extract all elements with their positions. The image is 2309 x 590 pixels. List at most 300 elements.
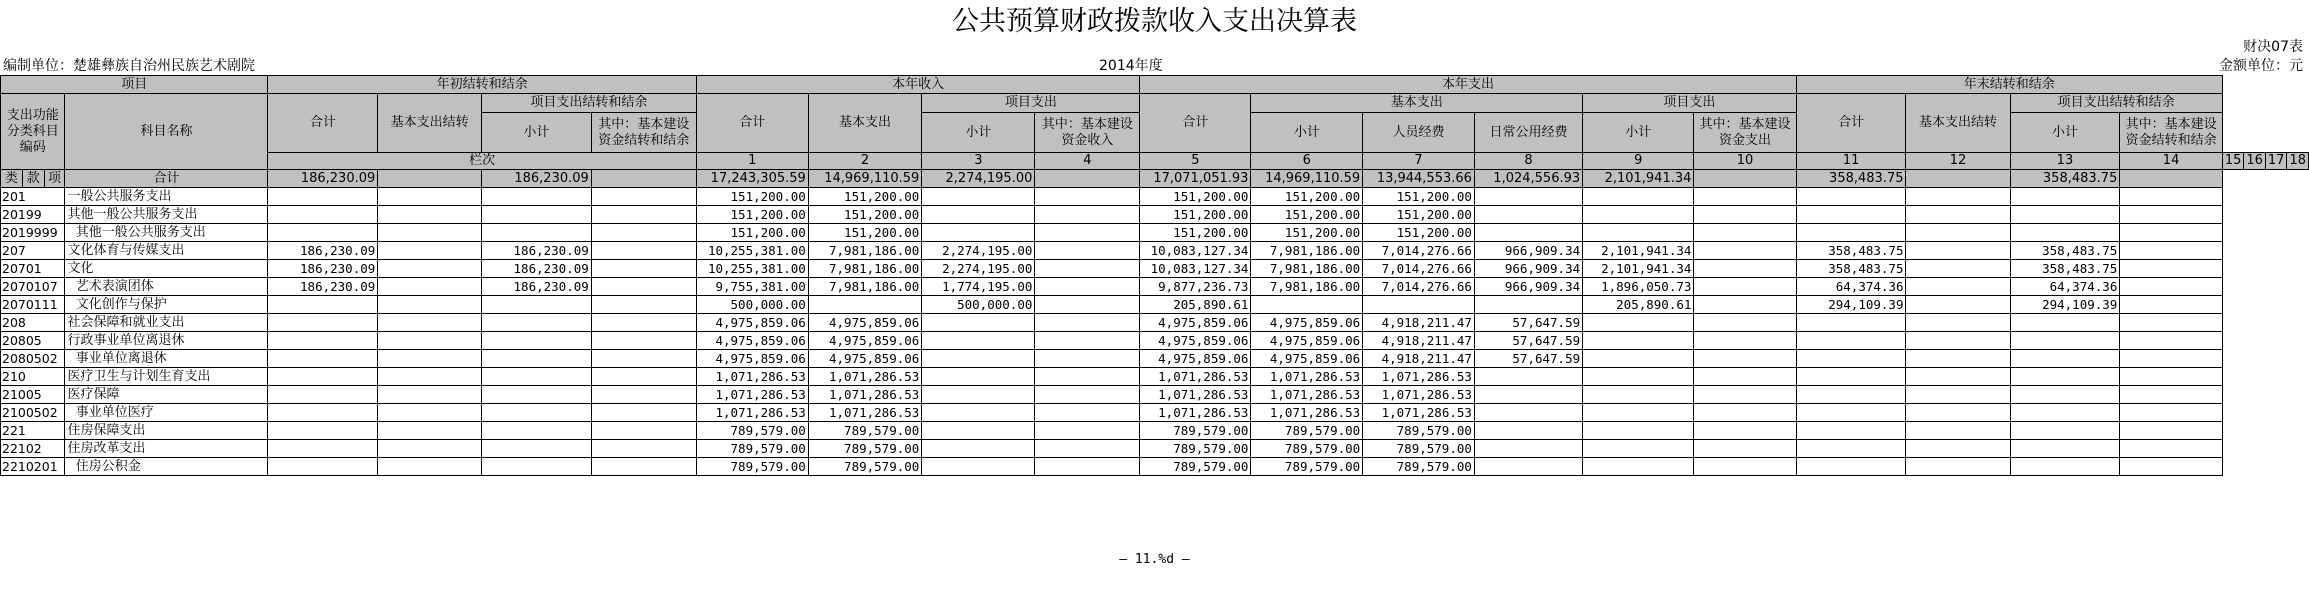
row-name: 艺术表演团体 xyxy=(65,278,268,296)
row-value-cell xyxy=(1583,314,1694,332)
row-value-cell xyxy=(1035,242,1140,260)
row-value-cell xyxy=(268,458,378,476)
row-value-cell xyxy=(1796,188,1906,206)
row-value-cell xyxy=(1796,350,1906,368)
header-lanci: 栏次 xyxy=(268,153,696,170)
row-value-cell xyxy=(1474,404,1582,422)
row-value-cell: 4,918,211.47 xyxy=(1363,332,1475,350)
total-cell xyxy=(2120,170,2222,188)
row-value-cell: 1,071,286.53 xyxy=(808,368,922,386)
row-value-cell xyxy=(1035,260,1140,278)
row-value-cell: 789,579.00 xyxy=(1363,458,1475,476)
row-value-cell xyxy=(2010,458,2120,476)
row-value-cell: 1,071,286.53 xyxy=(1140,386,1251,404)
row-code: 2070111 xyxy=(1,296,65,314)
row-code: 20805 xyxy=(1,332,65,350)
total-cell: 13,944,553.66 xyxy=(1363,170,1475,188)
row-value-cell xyxy=(1906,206,2010,224)
row-value-cell xyxy=(268,386,378,404)
row-value-cell xyxy=(1694,440,1796,458)
row-value-cell: 7,014,276.66 xyxy=(1363,278,1475,296)
row-value-cell xyxy=(1906,386,2010,404)
row-value-cell xyxy=(2120,260,2222,278)
row-value-cell xyxy=(378,206,482,224)
row-code: 210 xyxy=(1,368,65,386)
row-value-cell xyxy=(1474,224,1582,242)
col-number: 6 xyxy=(1251,153,1363,170)
row-value-cell xyxy=(922,314,1035,332)
row-value-cell: 186,230.09 xyxy=(268,278,378,296)
header-expend-total: 合计 xyxy=(1140,94,1251,153)
row-value-cell xyxy=(591,296,696,314)
row-value-cell xyxy=(2120,278,2222,296)
row-value-cell: 789,579.00 xyxy=(1140,458,1251,476)
row-value-cell xyxy=(1035,386,1140,404)
total-label: 合计 xyxy=(65,170,268,188)
row-name: 文化体育与传媒支出 xyxy=(65,242,268,260)
row-value-cell xyxy=(1694,278,1796,296)
row-value-cell xyxy=(482,332,592,350)
row-value-cell xyxy=(1035,350,1140,368)
row-value-cell xyxy=(1906,368,2010,386)
form-number: 财决07表 xyxy=(2243,39,2303,55)
row-value-cell: 4,975,859.06 xyxy=(1251,350,1363,368)
row-value-cell xyxy=(378,350,482,368)
row-value-cell xyxy=(591,350,696,368)
row-value-cell xyxy=(1251,296,1363,314)
row-value-cell xyxy=(482,404,592,422)
col-number: 18 xyxy=(2287,153,2309,170)
row-value-cell xyxy=(1035,314,1140,332)
page-footer: — 11.%d — xyxy=(1119,552,1190,567)
row-code: 20701 xyxy=(1,260,65,278)
row-value-cell xyxy=(482,440,592,458)
row-name: 事业单位离退休 xyxy=(65,350,268,368)
row-value-cell xyxy=(378,422,482,440)
row-value-cell xyxy=(1694,260,1796,278)
header-income-total: 合计 xyxy=(696,94,808,153)
table-row xyxy=(1,188,2309,206)
row-value-cell xyxy=(1694,386,1796,404)
header-begin-proj-carry: 项目支出结转和结余 xyxy=(482,94,697,113)
row-value-cell xyxy=(1694,188,1796,206)
row-value-cell: 186,230.09 xyxy=(268,242,378,260)
row-value-cell xyxy=(1035,458,1140,476)
header-kuan: 款 xyxy=(22,170,44,188)
row-value-cell: 1,071,286.53 xyxy=(1251,386,1363,404)
row-value-cell xyxy=(268,368,378,386)
row-value-cell: 57,647.59 xyxy=(1474,314,1582,332)
row-code: 2080502 xyxy=(1,350,65,368)
col-number: 7 xyxy=(1363,153,1475,170)
row-value-cell: 151,200.00 xyxy=(696,224,808,242)
row-value-cell xyxy=(1583,350,1694,368)
row-value-cell xyxy=(2120,242,2222,260)
row-name: 住房保障支出 xyxy=(65,422,268,440)
row-value-cell: 7,014,276.66 xyxy=(1363,242,1475,260)
row-value-cell xyxy=(2010,350,2120,368)
row-value-cell: 1,071,286.53 xyxy=(1140,404,1251,422)
row-value-cell xyxy=(1906,422,2010,440)
row-value-cell xyxy=(591,404,696,422)
col-number: 1 xyxy=(696,153,808,170)
table-row xyxy=(1,368,2309,386)
row-value-cell: 9,755,381.00 xyxy=(696,278,808,296)
row-value-cell: 789,579.00 xyxy=(696,458,808,476)
col-number: 3 xyxy=(922,153,1035,170)
row-value-cell: 151,200.00 xyxy=(808,206,922,224)
row-name: 文化创作与保护 xyxy=(65,296,268,314)
row-value-cell: 151,200.00 xyxy=(808,224,922,242)
row-value-cell xyxy=(1474,458,1582,476)
header-xiang: 项 xyxy=(44,170,65,188)
col-number: 2 xyxy=(808,153,922,170)
row-value-cell: 2,274,195.00 xyxy=(922,260,1035,278)
row-value-cell: 1,071,286.53 xyxy=(1363,404,1475,422)
row-value-cell: 1,071,286.53 xyxy=(808,404,922,422)
row-value-cell: 151,200.00 xyxy=(1363,206,1475,224)
row-value-cell xyxy=(2010,386,2120,404)
header-expend-basic: 基本支出 xyxy=(1251,94,1583,113)
row-code: 2210201 xyxy=(1,458,65,476)
row-value-cell xyxy=(1694,224,1796,242)
row-value-cell: 10,083,127.34 xyxy=(1140,242,1251,260)
row-name: 事业单位医疗 xyxy=(65,404,268,422)
header-expend-group: 本年支出 xyxy=(1140,76,1796,94)
row-value-cell: 294,109.39 xyxy=(2010,296,2120,314)
row-value-cell: 1,071,286.53 xyxy=(1363,368,1475,386)
row-value-cell: 151,200.00 xyxy=(696,206,808,224)
row-value-cell: 789,579.00 xyxy=(808,422,922,440)
row-value-cell xyxy=(378,260,482,278)
row-value-cell: 358,483.75 xyxy=(2010,260,2120,278)
row-value-cell: 789,579.00 xyxy=(1363,422,1475,440)
row-name: 医疗卫生与计划生育支出 xyxy=(65,368,268,386)
row-name: 其他一般公共服务支出 xyxy=(65,224,268,242)
row-value-cell xyxy=(1035,332,1140,350)
col-number: 8 xyxy=(1474,153,1582,170)
total-cell: 14,969,110.59 xyxy=(808,170,922,188)
total-cell xyxy=(1035,170,1140,188)
table-body xyxy=(1,188,2309,476)
row-value-cell xyxy=(2010,332,2120,350)
header-item: 项目 xyxy=(1,76,268,94)
total-cell: 17,071,051.93 xyxy=(1140,170,1251,188)
header-capital-carry: 其中：基本建设资金结转和结余 xyxy=(591,113,696,153)
row-value-cell xyxy=(922,350,1035,368)
row-value-cell xyxy=(2120,404,2222,422)
row-value-cell xyxy=(1694,368,1796,386)
report-title: 公共预算财政拨款收入支出决算表 xyxy=(952,6,1357,37)
table-row xyxy=(1,422,2309,440)
row-value-cell: 2,101,941.34 xyxy=(1583,242,1694,260)
header-income-proj: 项目支出 xyxy=(922,94,1140,113)
header-end-total: 合计 xyxy=(1796,94,1906,153)
row-value-cell: 151,200.00 xyxy=(1140,188,1251,206)
row-value-cell xyxy=(2010,224,2120,242)
row-value-cell xyxy=(591,368,696,386)
row-value-cell xyxy=(922,422,1035,440)
row-value-cell xyxy=(1796,224,1906,242)
col-number: 15 xyxy=(2222,153,2244,170)
header-subtotal: 小计 xyxy=(482,113,592,153)
row-value-cell: 4,918,211.47 xyxy=(1363,314,1475,332)
row-value-cell xyxy=(268,440,378,458)
row-value-cell: 7,981,186.00 xyxy=(1251,278,1363,296)
row-value-cell xyxy=(378,224,482,242)
table-row xyxy=(1,278,2309,296)
row-value-cell xyxy=(1583,404,1694,422)
row-value-cell xyxy=(1474,422,1582,440)
row-value-cell xyxy=(482,314,592,332)
row-value-cell xyxy=(482,386,592,404)
row-value-cell xyxy=(1796,368,1906,386)
row-value-cell xyxy=(482,296,592,314)
row-value-cell xyxy=(2010,368,2120,386)
row-value-cell: 7,014,276.66 xyxy=(1363,260,1475,278)
table-row xyxy=(1,404,2309,422)
row-value-cell xyxy=(482,206,592,224)
row-value-cell xyxy=(1906,188,2010,206)
row-value-cell: 966,909.34 xyxy=(1474,242,1582,260)
row-name: 一般公共服务支出 xyxy=(65,188,268,206)
row-value-cell xyxy=(922,440,1035,458)
row-value-cell xyxy=(922,206,1035,224)
row-value-cell xyxy=(1035,296,1140,314)
row-value-cell: 1,071,286.53 xyxy=(696,386,808,404)
row-value-cell: 358,483.75 xyxy=(1796,260,1906,278)
row-value-cell: 1,071,286.53 xyxy=(1251,404,1363,422)
row-value-cell: 151,200.00 xyxy=(808,188,922,206)
row-value-cell xyxy=(922,458,1035,476)
row-value-cell: 57,647.59 xyxy=(1474,350,1582,368)
row-value-cell: 7,981,186.00 xyxy=(1251,260,1363,278)
row-value-cell xyxy=(922,404,1035,422)
row-value-cell: 186,230.09 xyxy=(268,260,378,278)
row-value-cell: 1,071,286.53 xyxy=(696,404,808,422)
row-value-cell: 151,200.00 xyxy=(1140,224,1251,242)
row-value-cell xyxy=(482,368,592,386)
col-number: 17 xyxy=(2265,153,2287,170)
row-value-cell xyxy=(922,332,1035,350)
currency-unit: 金额单位：元 xyxy=(2219,58,2303,74)
row-code: 22102 xyxy=(1,440,65,458)
row-value-cell: 10,083,127.34 xyxy=(1140,260,1251,278)
row-value-cell xyxy=(1906,224,2010,242)
total-cell: 2,274,195.00 xyxy=(922,170,1035,188)
row-value-cell: 7,981,186.00 xyxy=(808,278,922,296)
total-cell: 358,483.75 xyxy=(1796,170,1906,188)
header-begin-basic-carry: 基本支出结转 xyxy=(378,94,482,153)
header-subtotal: 小计 xyxy=(922,113,1035,153)
row-name: 住房公积金 xyxy=(65,458,268,476)
row-value-cell: 1,071,286.53 xyxy=(1140,368,1251,386)
row-value-cell xyxy=(1035,278,1140,296)
table-row xyxy=(1,350,2309,368)
row-value-cell: 151,200.00 xyxy=(1140,206,1251,224)
row-code: 20199 xyxy=(1,206,65,224)
row-code: 2070107 xyxy=(1,278,65,296)
row-value-cell xyxy=(1694,296,1796,314)
row-code: 207 xyxy=(1,242,65,260)
header-income-group: 本年收入 xyxy=(696,76,1140,94)
table-row xyxy=(1,296,2309,314)
row-value-cell: 9,877,236.73 xyxy=(1140,278,1251,296)
header-capital-exp: 其中：基本建设资金支出 xyxy=(1694,113,1796,153)
row-value-cell xyxy=(591,440,696,458)
row-value-cell xyxy=(1583,224,1694,242)
row-value-cell xyxy=(1035,206,1140,224)
row-value-cell: 4,975,859.06 xyxy=(808,332,922,350)
row-value-cell: 789,579.00 xyxy=(1140,440,1251,458)
row-value-cell xyxy=(1035,188,1140,206)
row-value-cell xyxy=(2010,206,2120,224)
row-value-cell xyxy=(268,206,378,224)
row-value-cell xyxy=(2010,404,2120,422)
table-row xyxy=(1,314,2309,332)
row-value-cell xyxy=(268,188,378,206)
row-value-cell xyxy=(1694,206,1796,224)
header-item-name: 科目名称 xyxy=(65,94,268,170)
row-value-cell: 2,101,941.34 xyxy=(1583,260,1694,278)
col-number: 13 xyxy=(2010,153,2120,170)
row-value-cell: 151,200.00 xyxy=(1363,188,1475,206)
col-number: 16 xyxy=(2244,153,2266,170)
total-cell xyxy=(1694,170,1796,188)
row-value-cell xyxy=(1906,350,2010,368)
row-value-cell xyxy=(1906,458,2010,476)
row-value-cell xyxy=(922,386,1035,404)
col-number: 11 xyxy=(1796,153,1906,170)
row-value-cell xyxy=(378,368,482,386)
row-value-cell: 4,975,859.06 xyxy=(1251,332,1363,350)
row-value-cell xyxy=(1694,350,1796,368)
row-value-cell xyxy=(1796,314,1906,332)
row-name: 行政事业单位离退休 xyxy=(65,332,268,350)
row-value-cell xyxy=(1474,368,1582,386)
table-row xyxy=(1,224,2309,242)
row-value-cell xyxy=(1474,188,1582,206)
row-value-cell: 4,975,859.06 xyxy=(1251,314,1363,332)
row-value-cell xyxy=(1796,440,1906,458)
row-value-cell: 4,975,859.06 xyxy=(696,314,808,332)
row-value-cell: 57,647.59 xyxy=(1474,332,1582,350)
row-value-cell xyxy=(922,368,1035,386)
row-value-cell xyxy=(482,422,592,440)
row-value-cell xyxy=(2120,386,2222,404)
row-value-cell xyxy=(1474,206,1582,224)
header-end-group: 年末结转和结余 xyxy=(1796,76,2222,94)
header-begin-group: 年初结转和结余 xyxy=(268,76,696,94)
row-code: 2019999 xyxy=(1,224,65,242)
row-value-cell xyxy=(2010,422,2120,440)
col-number: 14 xyxy=(2120,153,2222,170)
row-value-cell: 7,981,186.00 xyxy=(808,260,922,278)
row-value-cell xyxy=(591,314,696,332)
row-value-cell: 10,255,381.00 xyxy=(696,260,808,278)
row-value-cell: 64,374.36 xyxy=(1796,278,1906,296)
row-value-cell: 500,000.00 xyxy=(696,296,808,314)
row-value-cell xyxy=(1363,296,1475,314)
total-cell: 2,101,941.34 xyxy=(1583,170,1694,188)
row-value-cell: 358,483.75 xyxy=(2010,242,2120,260)
row-value-cell: 4,975,859.06 xyxy=(696,350,808,368)
row-value-cell xyxy=(1035,368,1140,386)
row-value-cell: 1,071,286.53 xyxy=(808,386,922,404)
table-row xyxy=(1,260,2309,278)
row-value-cell xyxy=(808,296,922,314)
row-value-cell xyxy=(482,224,592,242)
row-value-cell: 789,579.00 xyxy=(1251,422,1363,440)
row-value-cell: 1,071,286.53 xyxy=(696,368,808,386)
row-value-cell xyxy=(378,188,482,206)
row-value-cell xyxy=(268,224,378,242)
total-cell: 1,024,556.93 xyxy=(1474,170,1582,188)
row-value-cell: 151,200.00 xyxy=(1363,224,1475,242)
row-value-cell: 500,000.00 xyxy=(922,296,1035,314)
row-value-cell xyxy=(2120,224,2222,242)
row-value-cell xyxy=(1583,422,1694,440)
row-value-cell xyxy=(1906,278,2010,296)
row-code: 201 xyxy=(1,188,65,206)
header-end-proj-carry: 项目支出结转和结余 xyxy=(2010,94,2222,113)
row-value-cell xyxy=(2120,368,2222,386)
row-value-cell xyxy=(1694,314,1796,332)
row-value-cell: 4,975,859.06 xyxy=(808,350,922,368)
row-value-cell xyxy=(1474,440,1582,458)
row-value-cell xyxy=(2120,350,2222,368)
row-value-cell xyxy=(1796,206,1906,224)
header-subtotal: 小计 xyxy=(1251,113,1363,153)
row-value-cell: 4,975,859.06 xyxy=(808,314,922,332)
row-value-cell xyxy=(591,422,696,440)
row-value-cell xyxy=(378,404,482,422)
row-value-cell: 7,981,186.00 xyxy=(808,242,922,260)
row-value-cell xyxy=(1694,332,1796,350)
total-cell xyxy=(591,170,696,188)
row-value-cell xyxy=(1796,458,1906,476)
row-value-cell xyxy=(268,332,378,350)
row-value-cell: 4,975,859.06 xyxy=(1140,332,1251,350)
row-value-cell xyxy=(2120,440,2222,458)
row-value-cell xyxy=(1796,386,1906,404)
row-value-cell xyxy=(268,296,378,314)
row-code: 21005 xyxy=(1,386,65,404)
row-value-cell: 1,071,286.53 xyxy=(1251,368,1363,386)
row-value-cell: 789,579.00 xyxy=(1251,440,1363,458)
row-value-cell xyxy=(378,458,482,476)
report-year: 2014年度 xyxy=(1099,58,1163,74)
row-value-cell xyxy=(1583,386,1694,404)
total-cell: 14,969,110.59 xyxy=(1251,170,1363,188)
row-value-cell xyxy=(268,314,378,332)
row-value-cell: 4,975,859.06 xyxy=(696,332,808,350)
table-row xyxy=(1,206,2309,224)
row-name: 社会保障和就业支出 xyxy=(65,314,268,332)
row-value-cell: 186,230.09 xyxy=(482,260,592,278)
row-value-cell xyxy=(268,350,378,368)
row-value-cell xyxy=(1583,206,1694,224)
row-value-cell xyxy=(268,422,378,440)
row-value-cell xyxy=(2120,296,2222,314)
total-cell xyxy=(1906,170,2010,188)
total-cell xyxy=(378,170,482,188)
row-value-cell xyxy=(1035,440,1140,458)
row-value-cell: 789,579.00 xyxy=(696,422,808,440)
row-name: 文化 xyxy=(65,260,268,278)
row-value-cell xyxy=(591,332,696,350)
budget-table xyxy=(0,75,2309,476)
